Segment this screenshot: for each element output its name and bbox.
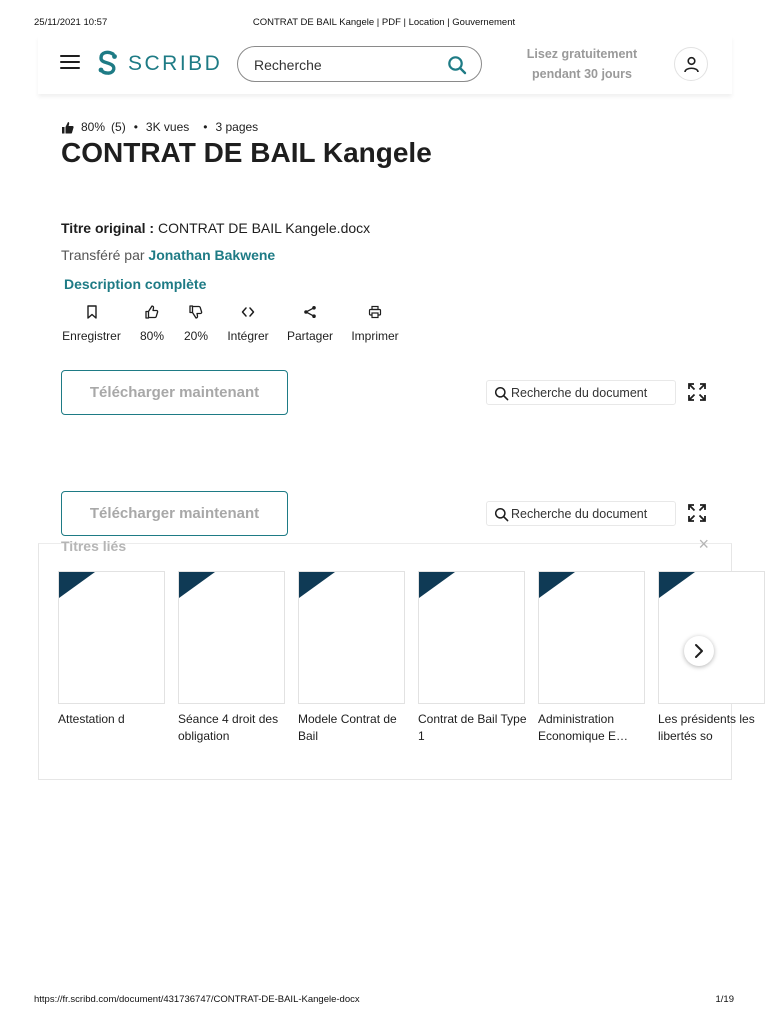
corner-ribbon bbox=[539, 572, 575, 598]
bookmark-icon bbox=[85, 305, 99, 319]
document-search-input-sticky[interactable] bbox=[486, 501, 676, 526]
search-placeholder: Recherche bbox=[254, 57, 322, 73]
scribd-logo[interactable] bbox=[96, 50, 222, 78]
page-count: 3 pages bbox=[215, 120, 259, 134]
print-footer bbox=[34, 994, 734, 1006]
save-button[interactable] bbox=[60, 305, 123, 343]
related-card-title: Les présidents les libertés so bbox=[658, 712, 755, 743]
menu-icon[interactable] bbox=[60, 55, 80, 73]
document-thumbnail bbox=[658, 571, 765, 704]
document-thumbnail bbox=[538, 571, 645, 704]
printer-icon bbox=[368, 305, 382, 319]
document-thumbnail bbox=[178, 571, 285, 704]
brand-name: SCRIBD bbox=[128, 52, 223, 75]
print-url: https://fr.scribd.com/document/431736747/CONTRAT-DE-BAIL-Kangele-docx bbox=[34, 994, 360, 1005]
print-datetime: 25/11/2021 10:57 bbox=[34, 17, 108, 28]
uploaded-by-label: Transféré par bbox=[61, 247, 145, 263]
like-percent: 80% bbox=[139, 329, 165, 343]
related-card[interactable] bbox=[538, 571, 645, 745]
bullet-separator: • bbox=[203, 120, 208, 134]
rating-count: (5) bbox=[111, 120, 126, 134]
dislike-percent: 20% bbox=[183, 329, 209, 343]
top-navigation-bar bbox=[38, 36, 732, 94]
scribd-logo-icon bbox=[96, 50, 120, 78]
like-button[interactable] bbox=[136, 305, 168, 343]
corner-ribbon bbox=[659, 572, 695, 598]
fullscreen-icon[interactable] bbox=[688, 383, 706, 401]
original-title-label: Titre original : bbox=[61, 220, 155, 236]
document-search-input[interactable] bbox=[486, 380, 676, 405]
print-page-number: 1/19 bbox=[715, 994, 734, 1005]
user-account-button[interactable] bbox=[674, 47, 708, 81]
print-page-title: CONTRAT DE BAIL Kangele | PDF | Location | Gouvernement bbox=[252, 17, 516, 28]
search-icon bbox=[494, 386, 509, 401]
related-card[interactable] bbox=[298, 571, 405, 745]
close-icon[interactable]: × bbox=[698, 534, 709, 554]
full-description-link[interactable]: Description complète bbox=[64, 276, 207, 292]
related-card-title: Modele Contrat de Bail bbox=[298, 712, 397, 743]
corner-ribbon bbox=[59, 572, 95, 598]
promo-line-1: Lisez gratuitement bbox=[526, 47, 638, 61]
related-titles-heading: Titres liés bbox=[61, 538, 127, 554]
chevron-right-icon bbox=[693, 643, 705, 659]
search-icon[interactable] bbox=[447, 55, 467, 75]
original-title-value: CONTRAT DE BAIL Kangele.docx bbox=[157, 220, 371, 236]
carousel-next-button[interactable] bbox=[684, 636, 714, 666]
document-stats bbox=[61, 119, 258, 135]
print-button[interactable] bbox=[348, 305, 402, 343]
share-icon bbox=[303, 305, 317, 319]
thumbs-down-icon bbox=[189, 305, 203, 319]
related-titles-panel bbox=[38, 534, 755, 780]
fullscreen-icon[interactable] bbox=[688, 504, 706, 522]
share-button[interactable] bbox=[285, 305, 335, 343]
bullet-separator: • bbox=[133, 120, 138, 134]
download-button[interactable]: Télécharger maintenant bbox=[61, 370, 288, 415]
document-search-placeholder: Recherche du document bbox=[511, 507, 648, 521]
related-card[interactable] bbox=[418, 571, 525, 745]
free-trial-link[interactable] bbox=[512, 44, 652, 84]
related-card[interactable] bbox=[178, 571, 285, 745]
related-card-title: Attestation d bbox=[58, 712, 125, 726]
embed-label: Intégrer bbox=[227, 329, 269, 343]
thumbs-up-icon bbox=[145, 305, 159, 319]
document-title: CONTRAT DE BAIL Kangele bbox=[61, 137, 432, 168]
promo-line-2: pendant 30 jours bbox=[531, 67, 633, 81]
print-label: Imprimer bbox=[351, 329, 399, 343]
related-card-title: Séance 4 droit des obligation bbox=[178, 712, 279, 743]
search-icon bbox=[494, 507, 509, 522]
author-link[interactable]: Jonathan Bakwene bbox=[148, 247, 276, 263]
share-label: Partager bbox=[286, 329, 334, 343]
dislike-button[interactable] bbox=[181, 305, 211, 343]
view-count: 3K vues bbox=[145, 120, 190, 134]
corner-ribbon bbox=[299, 572, 335, 598]
user-icon bbox=[683, 56, 700, 73]
document-thumbnail bbox=[58, 571, 165, 704]
rating-percent: 80% bbox=[81, 120, 106, 134]
corner-ribbon bbox=[179, 572, 215, 598]
print-header bbox=[34, 17, 734, 29]
document-thumbnail bbox=[418, 571, 525, 704]
related-card-title: Administration Economique E… bbox=[538, 712, 629, 743]
save-label: Enregistrer bbox=[62, 329, 121, 343]
embed-button[interactable] bbox=[223, 305, 273, 343]
related-card[interactable] bbox=[58, 571, 165, 745]
search-input[interactable] bbox=[237, 46, 482, 82]
uploader-line bbox=[61, 247, 275, 263]
download-button-sticky[interactable]: Télécharger maintenant bbox=[61, 491, 288, 536]
related-card-title: Contrat de Bail Type 1 bbox=[418, 712, 527, 743]
original-title-line bbox=[61, 220, 370, 236]
document-search-placeholder: Recherche du document bbox=[511, 386, 648, 400]
document-thumbnail bbox=[298, 571, 405, 704]
corner-ribbon bbox=[419, 572, 455, 598]
code-icon bbox=[241, 305, 255, 319]
thumbs-up-icon bbox=[61, 121, 74, 134]
